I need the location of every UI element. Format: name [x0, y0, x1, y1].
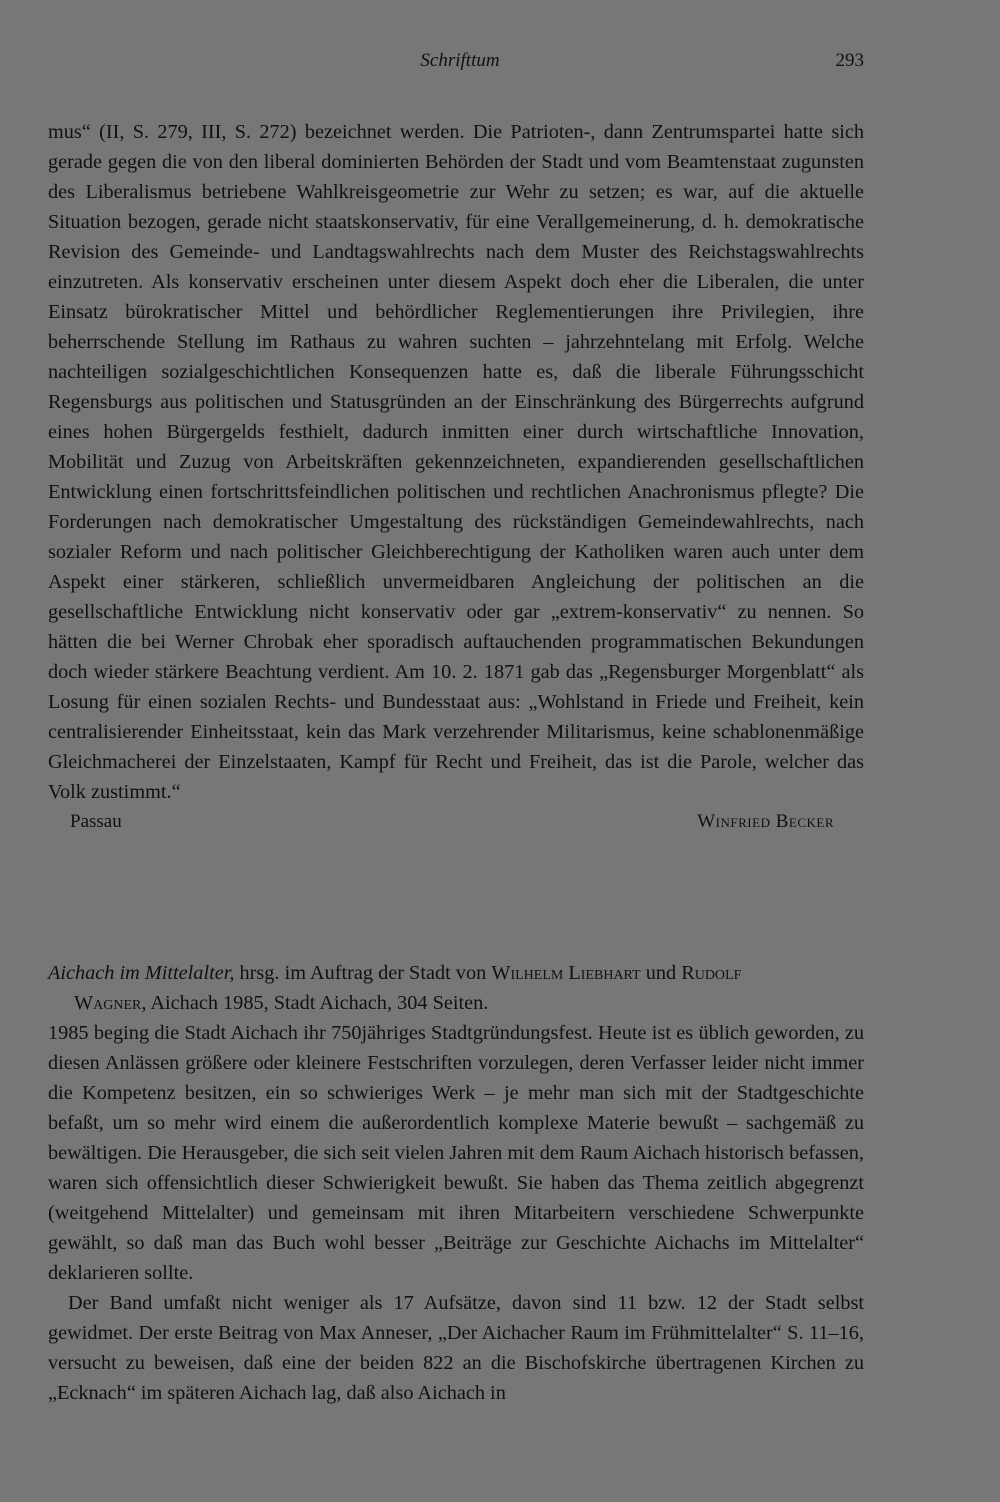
- publication-details: , Aichach 1985, Stadt Aichach, 304 Seiten.: [141, 992, 489, 1014]
- review-paragraph: 1985 beging die Stadt Aichach ihr 750jähriges Stadtgründungsfest. Heute ist es üblich geworden, zu diesen Anlässen größere oder kleinere Festschriften vorzulegen, deren Verfasser leider nicht immer die Kompetenz besitzen, ein so schwieriges Werk – je mehr man sich mit der Stadtgeschichte befaßt, um so mehr wird einem die außerordentlich komplexe Materie bewußt – sachgemäß zu bewältigen. Die Herausgeber, die sich seit vielen Jahren mit dem Raum Aichach historisch befassen, waren sich offensichtlich dieser Schwierigkeit bewußt. Sie haben das Thema zeitlich abgegrenzt (weitgehend Mittelalter) und gemeinsam mit ihren Mitarbeitern verschiedene Schwerpunkte gewählt, so daß man das Buch wohl besser „Beiträge zur Geschichte Aichachs im Mittelalter“ deklarieren sollte.: [48, 1022, 864, 1284]
- book-title: Aichach im Mittelalter,: [48, 962, 235, 984]
- review-paragraph: mus“ (II, S. 279, III, S. 272) bezeichnet werden. Die Patrioten-, dann Zentrumspartei hatte sich gerade gegen die von den liberal dominierten Behörden der Stadt und vom Beamtenstaat zugunsten des Liberalismus betriebene Wahlkreisgeometrie zur Wehr zu setzen; es war, auf die aktuelle Situation bezogen, gerade nicht staatskonservativ, für eine Verallgemeinerung, d. h. demokratische Revision des Gemeinde- und Landtagswahlrechts nach dem Muster des Reichstagswahlrechts einzutreten. Als konservativ erscheinen unter diesem Aspekt doch eher die Liberalen, die unter Einsatz bürokratischer Mittel und behördlicher Reglementierungen ihre Privilegien, ihre beherrschende Stellung im Rathaus zu wahren suchten – jahrzehntelang mit Erfolg. Welche nachteiligen sozialgeschichtlichen Konsequenzen hatte es, daß die liberale Führungsschicht Regensburgs aus politischen und Statusgründen an der Einschränkung des Bürgerrechts aufgrund eines hohen Bürgergelds festhielt, dadurch inmitten einer durch wirtschaftliche Innovation, Mobilität und Zuzug von Arbeitskräften gekennzeichneten, expandierenden gesellschaftlichen Entwicklung einen fortschrittsfeindlichen politischen und rechtlichen Anachronismus pflegte? Die Forderungen nach demokratischer Umgestaltung des rückständigen Gemeindewahlrechts, nach sozialer Reform und nach politischer Gleichberechtigung der Katholiken waren auch unter dem Aspekt einer stärkeren, schließlich unvermeidbaren Angleichung der politischen an die gesellschaftliche Entwicklung nicht konservativ oder gar „extrem-konservativ“ zu nennen. So hätten die bei Werner Chrobak eher sporadisch auftauchenden programmatischen Bekundungen doch wieder stärkere Beachtung verdient. Am 10. 2. 1871 gab das „Regensburger Morgenblatt“ als Losung für einen sozialen Rechts- und Bundesstaat aus: „Wohlstand in Friede und Freiheit, kein centralisierender Einheitsstaat, kein das Mark verzehrender Militarismus, keine schablonenmäßige Gleichmacherei der Einzelstaaten, Kampf für Recht und Freiheit, das ist die Parole, welcher das Volk zustimmt.“: [48, 121, 864, 803]
- heading-text: und: [640, 962, 682, 984]
- signature-author: Winfried Becker: [697, 811, 834, 832]
- signature-place: Passau: [70, 811, 122, 832]
- review-heading: [48, 958, 864, 988]
- review-paragraph: Der Band umfaßt nicht weniger als 17 Aufsätze, davon sind 11 bzw. 12 der Stadt selbst gewidmet. Der erste Beitrag von Max Anneser, „Der Aichacher Raum im Frühmittelalter“ S. 11–16, versucht zu beweisen, daß eine der beiden 822 an die Bischofskirche übertragenen Kirchen zu „Ecknach“ im späteren Aichach lag, daß also Aichach in: [48, 1292, 864, 1404]
- page-number: 293: [835, 50, 864, 71]
- editor-last-name: Wagner: [74, 992, 142, 1014]
- review-heading-continued: [74, 988, 864, 1018]
- review-becker: [48, 117, 864, 837]
- heading-text: hrsg. im Auftrag der Stadt von: [234, 962, 492, 984]
- running-title: Schrifttum: [420, 50, 500, 71]
- running-head: [0, 50, 1000, 78]
- review-signature: [48, 807, 864, 837]
- review-aichach: [48, 958, 864, 1408]
- editor-first-name: Rudolf: [681, 962, 742, 984]
- editor-name: Wilhelm Liebhart: [491, 962, 641, 984]
